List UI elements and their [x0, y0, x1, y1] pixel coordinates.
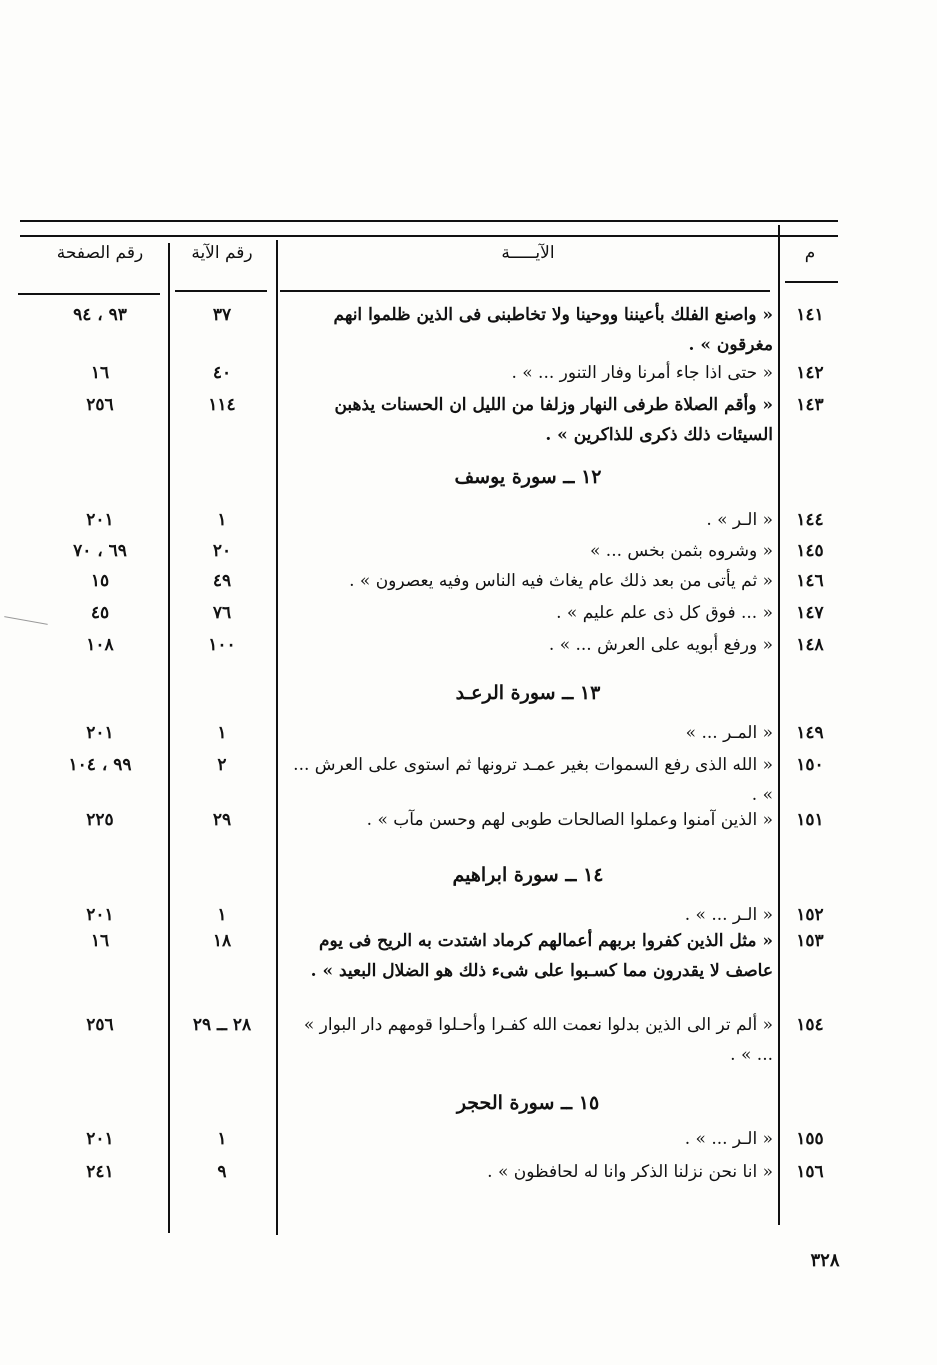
page-reference: ٢٠١	[86, 905, 114, 925]
row-number: ١٤٥	[796, 541, 824, 561]
ayah-text: « الذين آمنوا وعملوا الصالحات طوبى لهم وحسن مآب » .	[366, 810, 773, 830]
ayah-text: « ثم يأتى من بعد ذلك عام يغاث فيه الناس وفيه يعصرون » .	[349, 571, 773, 591]
ayah-number: ١	[217, 905, 227, 925]
header-num: م	[804, 243, 816, 263]
ayah-number: ١	[217, 723, 227, 743]
page-number: ٣٢٨	[810, 1250, 840, 1271]
table-row	[0, 1157, 937, 1217]
page-reference: ٩٣ ، ٩٤	[73, 305, 127, 325]
row-number: ١٥٦	[796, 1162, 824, 1182]
table-row	[0, 1010, 937, 1070]
page-reference: ١٥	[90, 571, 110, 591]
ayah-number: ٢	[217, 755, 227, 775]
row-number: ١٤٣	[796, 395, 824, 415]
ayah-number: ٧٦	[212, 603, 232, 623]
ayah-text: « واصنع الفلك بأعيننا ووحينا ولا تخاطبنى فى الذين ظلموا انهم مغرقون » .	[333, 305, 773, 355]
header-page-number: رقم الصفحة	[56, 243, 144, 263]
ayah-text: « الله الذى رفع السموات بغير عمـد ترونها ثم استوى على العرش ... » .	[293, 755, 773, 805]
table-row	[0, 390, 937, 450]
ayah-number: ٣٧	[212, 305, 232, 325]
row-number: ١٥٤	[796, 1015, 824, 1035]
ayah-number: ٢٩	[212, 810, 232, 830]
page-reference: ٤٥	[90, 603, 110, 623]
surah-heading: ١٥ ــ سورة الحجر	[456, 1092, 600, 1114]
ayah-text: « حتى اذا جاء أمرنا وفار التنور ... » .	[511, 363, 773, 383]
ayah-text: « انا نحن نزلنا الذكر وانا له لحافظون » .	[487, 1162, 773, 1182]
ayah-number: ١٨	[212, 931, 232, 951]
surah-heading: ١٢ ــ سورة يوسف	[454, 466, 602, 488]
page-reference: ٢٠١	[86, 510, 114, 530]
row-number: ١٤١	[796, 305, 824, 325]
row-number: ١٤٢	[796, 363, 824, 383]
page-reference: ٢٠١	[86, 1129, 114, 1149]
page-reference: ١٦	[90, 931, 110, 951]
ayah-text: « الـر ... » .	[684, 905, 773, 925]
row-number: ١٤٧	[796, 603, 824, 623]
row-number: ١٥١	[796, 810, 824, 830]
row-number: ١٥٥	[796, 1129, 824, 1149]
table-row	[0, 926, 937, 986]
ayah-text: « الـر ... » .	[684, 1129, 773, 1149]
ayah-number: ٩	[217, 1162, 227, 1182]
ayah-number: ١١٤	[208, 395, 236, 415]
ayah-text: « المـر ... »	[685, 723, 773, 743]
ayah-number: ٢٠	[212, 541, 232, 561]
page-reference: ١٠٨	[86, 635, 114, 655]
table-row	[0, 750, 937, 810]
table-row	[0, 300, 937, 360]
row-number: ١٥٠	[796, 755, 824, 775]
ayah-text: « ... فوق كل ذى علم عليم » .	[556, 603, 773, 623]
page-reference: ٢٠١	[86, 723, 114, 743]
ayah-number: ٢٨ ــ ٢٩	[192, 1015, 252, 1035]
page-reference: ٢٤١	[86, 1162, 114, 1182]
ayah-number: ١٠٠	[208, 635, 236, 655]
row-number: ١٥٣	[796, 931, 824, 951]
surah-heading: ١٣ ــ سورة الرعـد	[455, 682, 601, 704]
surah-heading: ١٤ ــ سورة ابراهيم	[452, 864, 604, 886]
ayah-number: ١	[217, 1129, 227, 1149]
table-row	[0, 805, 937, 865]
page-reference: ٢٢٥	[86, 810, 114, 830]
row-number: ١٤٩	[796, 723, 824, 743]
ayah-text: « ألم تر الى الذين بدلوا نعمت الله كفـرا وأحـلوا قومهم دار البوار » ... » .	[303, 1015, 773, 1065]
page-reference: ٢٥٦	[86, 395, 114, 415]
ayah-text: « وشروه بثمن بخس ... »	[590, 541, 773, 561]
page-reference: ٦٩ ، ٧٠	[73, 541, 127, 561]
header-ayah-number: رقم الآية	[191, 243, 253, 263]
header-ayah-text: الآيـــــة	[501, 243, 555, 263]
row-number: ١٤٨	[796, 635, 824, 655]
ayah-number: ١	[217, 510, 227, 530]
ayah-text: « مثل الذين كفروا بربهم أعمالهم كرماد اشتدت به الريح فى يوم عاصف لا يقدرون مما كسـبوا على شىء ذلك هو الضلال البعيد » .	[310, 931, 773, 981]
ayah-text: « الـر » .	[706, 510, 773, 530]
row-number: ١٥٢	[796, 905, 824, 925]
row-number: ١٤٦	[796, 571, 824, 591]
page-reference: ١٦	[90, 363, 110, 383]
page-reference: ٢٥٦	[86, 1015, 114, 1035]
row-number: ١٤٤	[796, 510, 824, 530]
ayah-number: ٤٠	[212, 363, 232, 383]
ayah-number: ٤٩	[212, 571, 232, 591]
page-reference: ٩٩ ، ١٠٤	[68, 755, 132, 775]
ayah-text: « وأقم الصلاة طرفى النهار وزلفا من الليل ان الحسنات يذهبن السيئات ذلك ذكرى للذاكرين » .	[334, 395, 773, 445]
ayah-text: « ورفع أبويه على العرش ... » .	[548, 635, 773, 655]
